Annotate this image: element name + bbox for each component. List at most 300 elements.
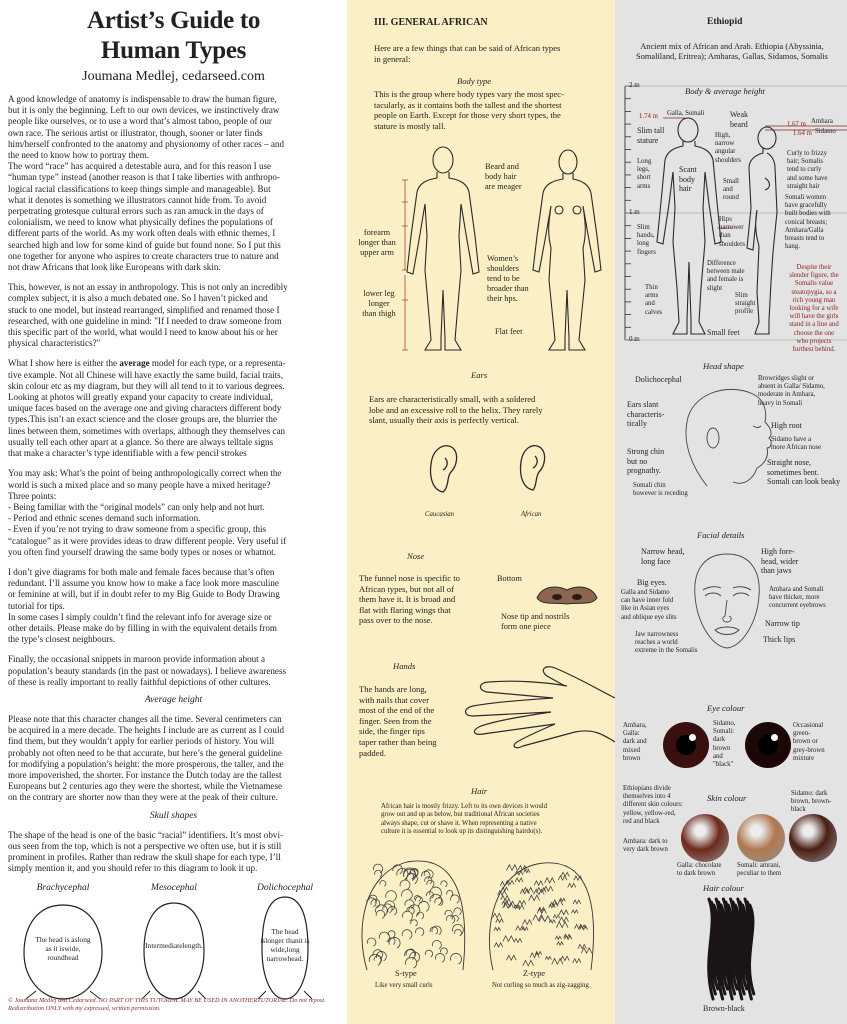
text-line: Ancient mix of African and Arab. Ethiopia (Abyssinia,	[640, 42, 824, 51]
text-line: Three points:	[8, 490, 57, 501]
text-line: between male	[707, 268, 745, 276]
text-line: Amhara,	[623, 722, 647, 729]
label-thin-arms	[645, 284, 662, 317]
text-line: legs,	[637, 166, 650, 174]
text-line: Galla and Sidamo	[621, 589, 670, 596]
text-line: short	[637, 174, 651, 182]
text-line: fingers	[637, 248, 656, 256]
hand-drawing	[455, 658, 615, 748]
page-title: Artist’s Guide to Human Types	[86, 7, 261, 64]
text-line: Somali:	[713, 728, 735, 736]
disclaimer-paragraph	[8, 282, 339, 349]
ear-african-label: African	[521, 511, 542, 518]
body-type-text	[374, 89, 564, 131]
text-line: calves	[645, 308, 662, 316]
hair-curl	[441, 881, 447, 887]
hair-curl	[556, 922, 568, 928]
text-line: green-	[793, 730, 811, 738]
label-scant-hair	[679, 165, 697, 194]
hair-curl	[518, 866, 527, 870]
text-line: extreme in the Somalis	[635, 647, 698, 655]
face-jaw	[635, 631, 697, 656]
nose-caption	[501, 612, 569, 632]
text-line: Finally, the occasional snippets in maroon provide information about a	[8, 654, 266, 665]
text-line: looking for a wife	[789, 305, 839, 313]
text-line: in general:	[374, 53, 411, 64]
label-slim-hands	[637, 224, 656, 257]
text-line: TUTORIAL. Do not repost. Redistribution ONLY with my expressed, written permission.	[8, 997, 326, 1012]
hair-curl	[545, 956, 551, 959]
hair-curl	[518, 901, 526, 905]
text-line: researched, with one guideline in mind: "If I needed to draw someone from	[8, 315, 282, 326]
text-line: characteris-	[627, 409, 665, 419]
text-line: population’s beauty standards (in the past or nowadays). I believe awareness	[8, 665, 287, 676]
text-line: brown or	[793, 738, 818, 746]
text-line: wide, round	[47, 944, 81, 963]
text-line: than	[719, 232, 731, 240]
hair-curl	[553, 915, 560, 918]
hair-curl	[555, 936, 561, 939]
skull-label-brachy: Brachycephal	[36, 883, 90, 894]
text-line: Ethiopians divide	[623, 785, 671, 792]
text-line: culture it is essential to look up its distinguishing hairdo(s).	[381, 827, 543, 835]
skin-galla	[677, 862, 721, 878]
text-line: rich young man	[792, 296, 836, 304]
eye-colour-sidamo	[713, 720, 735, 769]
text-line: Slim	[735, 292, 748, 299]
text-line: Straight nose,	[767, 458, 811, 467]
facial-details-subtitle: Facial details	[697, 530, 745, 540]
label-long-legs	[637, 158, 651, 191]
hair-curl	[494, 943, 503, 947]
text-line: redundant. I’ll assume you know how to make a face look more masculine	[8, 578, 279, 589]
text-line: and	[645, 300, 655, 308]
text-line: narrower	[719, 224, 744, 232]
text-line: with nails that cover	[359, 694, 429, 705]
text-line: tutorial for tips.	[8, 600, 65, 611]
text-line: Hips	[719, 216, 732, 223]
african-intro	[374, 43, 560, 64]
eye-colour-subtitle: Eye colour	[707, 703, 745, 713]
text-line: Narrow head,	[641, 547, 685, 556]
text-line: hair	[679, 184, 692, 193]
text-line: Thin	[645, 284, 658, 291]
text-line: shoulders	[487, 264, 519, 273]
hair-curl	[380, 881, 386, 887]
hair-curl	[430, 927, 438, 934]
hair-curl	[506, 955, 516, 960]
text-line: broader than	[487, 284, 529, 293]
text-line: padded.	[359, 747, 386, 758]
hair-curl	[367, 938, 376, 946]
eye-highlight	[771, 734, 778, 741]
nose-text	[359, 573, 460, 626]
ethiopid-heading: Ethiopid	[707, 17, 743, 27]
text-line: beard	[730, 119, 748, 129]
text-line: skin colour etc as my diagram, but they will all tend to it to various degrees.	[8, 380, 285, 391]
text-line: Sidamo: dark	[791, 790, 828, 797]
nose-drawing	[529, 580, 609, 610]
text-line: to dark brown	[677, 870, 716, 878]
label-curly-hair	[787, 150, 827, 191]
eye-colour-amhara	[623, 722, 647, 763]
hair-curl	[568, 883, 576, 887]
text-line: heavy in Somali	[758, 399, 803, 407]
diagram-note-paragraph	[8, 567, 339, 645]
text-line: - Even if you’re not trying to draw someone from a specific group, this	[8, 524, 267, 535]
text-line: - Period and ethnic scenes demand such information.	[8, 513, 201, 524]
hair-colour-swatch	[699, 897, 759, 1002]
text-line: probably not often need to be that accurate, but here’s the general guideline	[8, 747, 282, 758]
text-line: are meager	[485, 182, 522, 191]
skull-shapes-subtitle: Skull shapes	[149, 810, 198, 821]
text-line: long narrow	[266, 945, 300, 964]
text-line: and	[723, 186, 733, 194]
eye-colour-occasional	[793, 722, 825, 763]
general-african-column	[347, 0, 615, 1024]
label-slim-profile	[735, 292, 755, 317]
text-line: more African nose	[771, 444, 822, 452]
text-line: moderate in Amhara,	[758, 391, 816, 399]
text-line: grey-brown	[793, 746, 825, 754]
nose-bottom-label: Bottom	[497, 574, 522, 583]
text-line: “human type” instead (another reason is that I take liberties with anthropo-	[8, 172, 280, 183]
text-line: Curly to frizzy	[787, 150, 828, 157]
label-shoulders	[487, 254, 529, 304]
head-dolichocephal: Dolichocephal	[635, 375, 682, 384]
text-line: themselves into 4	[623, 793, 671, 801]
hair-text	[381, 803, 547, 836]
text-line: Weak	[730, 110, 749, 119]
text-line: types.This isn’t an exact science and the closer groups are, the blurrier the	[8, 414, 278, 425]
text-line: prominent in profiles. Rather than redraw the skull shape for each type, I’ll	[8, 851, 281, 862]
female-height-group-1: Amhara	[811, 118, 833, 125]
text-line: more impoverished, the shorter. For instance the Dutch today are the tallest	[8, 769, 282, 780]
text-line: other details. Please make do by filling in with the equivalent details from	[8, 622, 277, 633]
text-line: however is receding	[633, 490, 688, 498]
text-line: mixed	[623, 746, 640, 754]
text-line: sometimes bent.	[767, 467, 819, 477]
text-line: long face	[641, 556, 671, 566]
text-line: form one piece	[501, 622, 551, 631]
beauty-note-steatopygia	[779, 264, 847, 354]
text-line: flat with flaring wings that	[359, 604, 451, 615]
text-line: but it is only the beginning. Left to our own devices, we instinctively draw	[8, 105, 280, 116]
text-line: own race. The serious artist or illustrator, though, sooner or later finds	[8, 127, 263, 138]
text-line: body	[679, 174, 695, 184]
skin-amhara	[623, 838, 668, 854]
text-line: finger. Seen from the	[359, 715, 432, 726]
body-type-subtitle: Body type	[457, 76, 492, 86]
text-line: be acquired in a mere decade. The heights I include are as current as I could	[8, 725, 285, 736]
nose-subtitle: Nose	[407, 551, 425, 561]
text-line: who projects	[796, 337, 832, 345]
hair-curl	[494, 927, 501, 930]
face-eyebrows	[769, 586, 826, 611]
text-line: for modifying a population’s height: the more prosperous, the taller, and the	[8, 758, 284, 769]
ethiopid-column	[615, 0, 847, 1024]
hair-curl	[545, 878, 555, 883]
hair-curls	[367, 864, 592, 968]
hair-curl	[455, 929, 462, 936]
ear-drawings	[347, 440, 615, 510]
hair-curl	[564, 934, 571, 938]
hair-curl	[402, 911, 412, 921]
text-line: Women’s	[487, 254, 519, 263]
text-line: Slim	[637, 224, 650, 231]
why-paragraph	[8, 468, 339, 558]
text-line: body hair	[485, 172, 517, 181]
text-line: Galla: chocolate	[677, 862, 722, 869]
text-line: pass over to the nose.	[359, 615, 433, 626]
hair-curl	[523, 960, 534, 965]
text-line: Somali women	[785, 194, 826, 201]
byline: Joumana Medlej, cedarseed.com	[82, 69, 265, 84]
text-line: of these is really important to really faithful depictions of other cultures.	[8, 676, 271, 687]
face-front-drawing	[687, 552, 767, 652]
text-line: Please note that this character changes all the time. Several centimeters can	[8, 713, 282, 724]
hair-colour-caption: Brown-black	[703, 1004, 745, 1013]
text-line: This is the group where body types vary the most spec-	[374, 89, 564, 99]
text-line: prognathy.	[627, 466, 661, 475]
text-line: Amhara: dark to	[623, 838, 668, 845]
skin-intro	[623, 785, 683, 826]
text-line: Sidamo have a	[771, 436, 812, 443]
hair-curl	[385, 901, 395, 911]
average-height-paragraph	[8, 714, 339, 804]
text-line: people on Earth. Except for those very short types, the	[374, 110, 561, 121]
s-type-label: S-type	[395, 969, 417, 978]
hair-curl	[374, 956, 381, 963]
text-line: The head is as	[35, 935, 78, 945]
skin-colour-subtitle: Skin colour	[707, 793, 747, 803]
hair-curl	[503, 936, 514, 942]
label-weak-beard	[730, 110, 748, 129]
label-slim-tall	[637, 126, 664, 145]
text-line: © Joumana Medlej aka Cedarseed. NO PART OF THIS TUTORIAL MAY BE USED IN ANOTHER	[8, 997, 258, 1004]
skull-diagram	[8, 883, 339, 1005]
copyright-notice	[8, 997, 343, 1013]
text-line: brown, brown-	[791, 798, 832, 806]
text-line: Beard and	[485, 162, 519, 171]
scale-1m: 1 m	[629, 208, 640, 216]
text-line: Slim tall	[637, 126, 665, 135]
text-line: Jaw narrowness	[635, 631, 679, 638]
text-line: A good knowledge of anatomy is indispensable to draw the human figure,	[8, 94, 277, 104]
text-line: colonialism, we need to know what physically defines the populations of	[8, 217, 273, 228]
text-line: I don’t give diagrams for both male and female faces because that’s often	[8, 566, 275, 577]
skin-swatch-somali	[737, 814, 785, 862]
head-somali-chin	[633, 482, 688, 498]
hair-curl	[432, 940, 441, 949]
text-line: “catalogue” as it were provides ideas to draw different people. Very useful if	[8, 535, 287, 546]
male-height-group: Galla, Somali	[667, 110, 705, 117]
hands-text	[359, 684, 437, 758]
text-line: you often find yourself drawing the same body types or noses or whatnot.	[8, 546, 276, 557]
text-line: him/herself confronted to the anatomy and physionomy of other races – and	[8, 138, 285, 149]
hair-curl	[411, 920, 418, 926]
hair-curl	[493, 913, 502, 917]
text-line: conical breasts;	[785, 218, 828, 226]
ethiopid-intro	[621, 42, 843, 62]
text-line: "black"	[713, 761, 734, 769]
hair-curl	[514, 939, 522, 943]
label-high-shoulders	[715, 132, 741, 165]
hair-curl	[571, 910, 578, 913]
text-line: hang.	[785, 243, 800, 251]
text-line: straight hair	[787, 182, 820, 190]
text-line: side, the finger tips	[359, 726, 425, 737]
head-shape-subtitle: Head shape	[703, 361, 744, 371]
text-line: built bodies with	[785, 210, 831, 218]
label-difference	[707, 260, 745, 293]
text-line: peculiar to them	[737, 870, 782, 878]
text-line: High,	[715, 132, 731, 139]
hair-curl	[376, 910, 384, 918]
skull-shapes-paragraph	[8, 830, 339, 875]
text-line: but no	[627, 456, 648, 466]
text-line: tend to be	[487, 274, 520, 283]
text-line: breasts tend to	[785, 235, 825, 243]
skull-desc-dolicho	[260, 927, 310, 963]
hair-curl	[559, 910, 568, 915]
text-line: concurrent eyebrows	[769, 602, 826, 610]
text-line: it is wide,	[270, 936, 310, 955]
text-line: Difference	[707, 260, 736, 267]
ear-caucasian-label: Caucasian	[425, 511, 455, 518]
text-line: stand in a line and	[789, 321, 839, 329]
text-line: Despite their	[796, 264, 832, 271]
average-height-subtitle: Average height	[144, 694, 203, 705]
text-line: The word “race” has acquired a detestable aura, and for this reason I use	[8, 161, 272, 172]
hair-curl	[454, 908, 461, 915]
text-line: Sidamo,	[713, 720, 736, 727]
text-line: complex subject, it is also a much debated one. So I haven’t picked and	[8, 293, 268, 304]
hair-curl	[435, 953, 444, 962]
text-line: lower leg	[363, 289, 395, 298]
hair-curl	[557, 942, 564, 945]
scale-0m: 0 m	[629, 335, 640, 343]
label-lower-leg	[353, 289, 405, 319]
head-sidamo-nose	[771, 436, 821, 452]
hair-curl	[447, 890, 453, 896]
label-hips	[719, 216, 745, 249]
female-height-value-1: 1.67 m	[787, 121, 806, 128]
text-line: simply mention it, and you should refer to this diagram to look it up.	[8, 863, 258, 874]
text-line: have gracefully	[785, 202, 828, 210]
text-line: narrow	[715, 140, 735, 148]
text-line: reaches a world	[635, 639, 678, 647]
text-line: that make a character’s type identifiable with a few pencil strokes	[8, 448, 247, 459]
text-line: arms	[637, 182, 651, 190]
text-line: Ears slant	[627, 400, 659, 409]
text-line: long	[637, 240, 650, 248]
text-line: steatopygia, so a	[791, 288, 837, 296]
hair-subtitle: Hair	[471, 786, 488, 796]
text-line: stuck to one model, but instead rearranged, simplified and renamed those I	[8, 304, 280, 315]
hair-curl	[386, 891, 397, 901]
face-galla-eyes	[621, 589, 677, 622]
head-strong-chin	[627, 447, 664, 476]
hair-curl	[561, 872, 569, 876]
text-line: than jaws	[761, 566, 792, 575]
text-line: and some have	[787, 174, 828, 182]
hair-curl	[560, 956, 569, 960]
hair-curl	[375, 870, 382, 877]
text-line: different parts of the world. As my work often deals with ethnic themes, I	[8, 228, 276, 239]
text-line: The head is	[260, 927, 299, 946]
text-line: hands,	[637, 232, 655, 240]
ears-subtitle: Ears	[471, 370, 488, 380]
text-line: Europeans but 2 centuries ago they were the shortest, while the Vietnamese	[8, 781, 283, 792]
text-line: can have inner fold	[621, 597, 674, 605]
text-line: and	[713, 752, 723, 760]
text-line: black	[791, 806, 806, 814]
text-line: red and black	[623, 817, 660, 825]
intro-column	[0, 0, 347, 1024]
text-line: one together for anyone who aspires to create characters true to nature and	[8, 250, 279, 261]
text-line: Scant	[679, 165, 697, 174]
text-line: The shape of the head is one of the basic “racial” identifiers. It’s most obvi-	[8, 829, 283, 840]
section-heading: III. GENERAL AFRICAN	[374, 17, 488, 28]
text-line: slender figure, the	[789, 272, 839, 280]
text-line: them have it. It is broad and	[359, 594, 456, 605]
text-line: African types, but not all of	[359, 583, 454, 594]
text-line: Amhara and Somali	[769, 586, 824, 593]
text-line: Small	[723, 178, 739, 185]
text-line: and oblique eye slits	[621, 613, 677, 621]
text-line: - Being familiar with the “original models” can only help and not hurt.	[8, 501, 265, 512]
hair-curl	[402, 930, 412, 939]
text-line: grow out and up as below, but traditional African societies	[381, 811, 540, 819]
text-line: head, wider	[761, 556, 799, 566]
z-type-caption: Not curling so much as zig-zagging	[492, 982, 589, 989]
text-line: yellow, yellow-red,	[623, 809, 676, 817]
text-line: lines between them, sometimes with overlaps, although they themselves can	[8, 425, 286, 436]
text-line: what it denotes is something we illustrators cannot hide from. To avoid	[8, 194, 267, 205]
hair-colour-subtitle: Hair colour	[703, 883, 744, 893]
text-line: mixture	[793, 754, 815, 762]
text-line: longer than	[265, 936, 299, 946]
text-line: long as it is	[45, 935, 91, 954]
hair-curl	[516, 926, 525, 930]
text-line: tive example. Not all Chinese will have exactly the same build, facial traits,	[8, 369, 283, 380]
text-line: lobe and an excessive roll to the helix. They rarely	[369, 404, 543, 415]
text-line: Intermediate	[145, 941, 183, 951]
skull-desc-brachy	[34, 935, 92, 962]
text-line: always shape, cut or shave it. When representing a native	[381, 819, 537, 827]
skull-desc-meso	[144, 941, 204, 950]
text-line: not draw Africans that look like Europeans with dark skin.	[8, 262, 221, 273]
text-line: brown	[713, 744, 731, 752]
skin-somali	[737, 862, 781, 878]
text-line: have thicker, more	[769, 594, 820, 602]
hair-curl	[407, 907, 415, 914]
head-straight-nose	[767, 458, 840, 487]
text-line: Occasional	[793, 722, 824, 729]
text-line: brown	[623, 754, 641, 762]
hair-curl	[415, 928, 423, 936]
hair-curl	[507, 865, 518, 871]
face-narrow-head	[641, 547, 685, 566]
hair-curl	[402, 890, 413, 900]
text-line: longer	[368, 299, 390, 308]
text-line: unique faces based on the average one and giving characters different body	[8, 403, 282, 414]
hair-curl	[405, 957, 416, 968]
scale-2m: 2 m	[629, 81, 640, 89]
eye-highlight	[689, 734, 696, 741]
text-line: perpetrating grotesque cultural errors such as ran amuck in the days of	[8, 206, 264, 217]
